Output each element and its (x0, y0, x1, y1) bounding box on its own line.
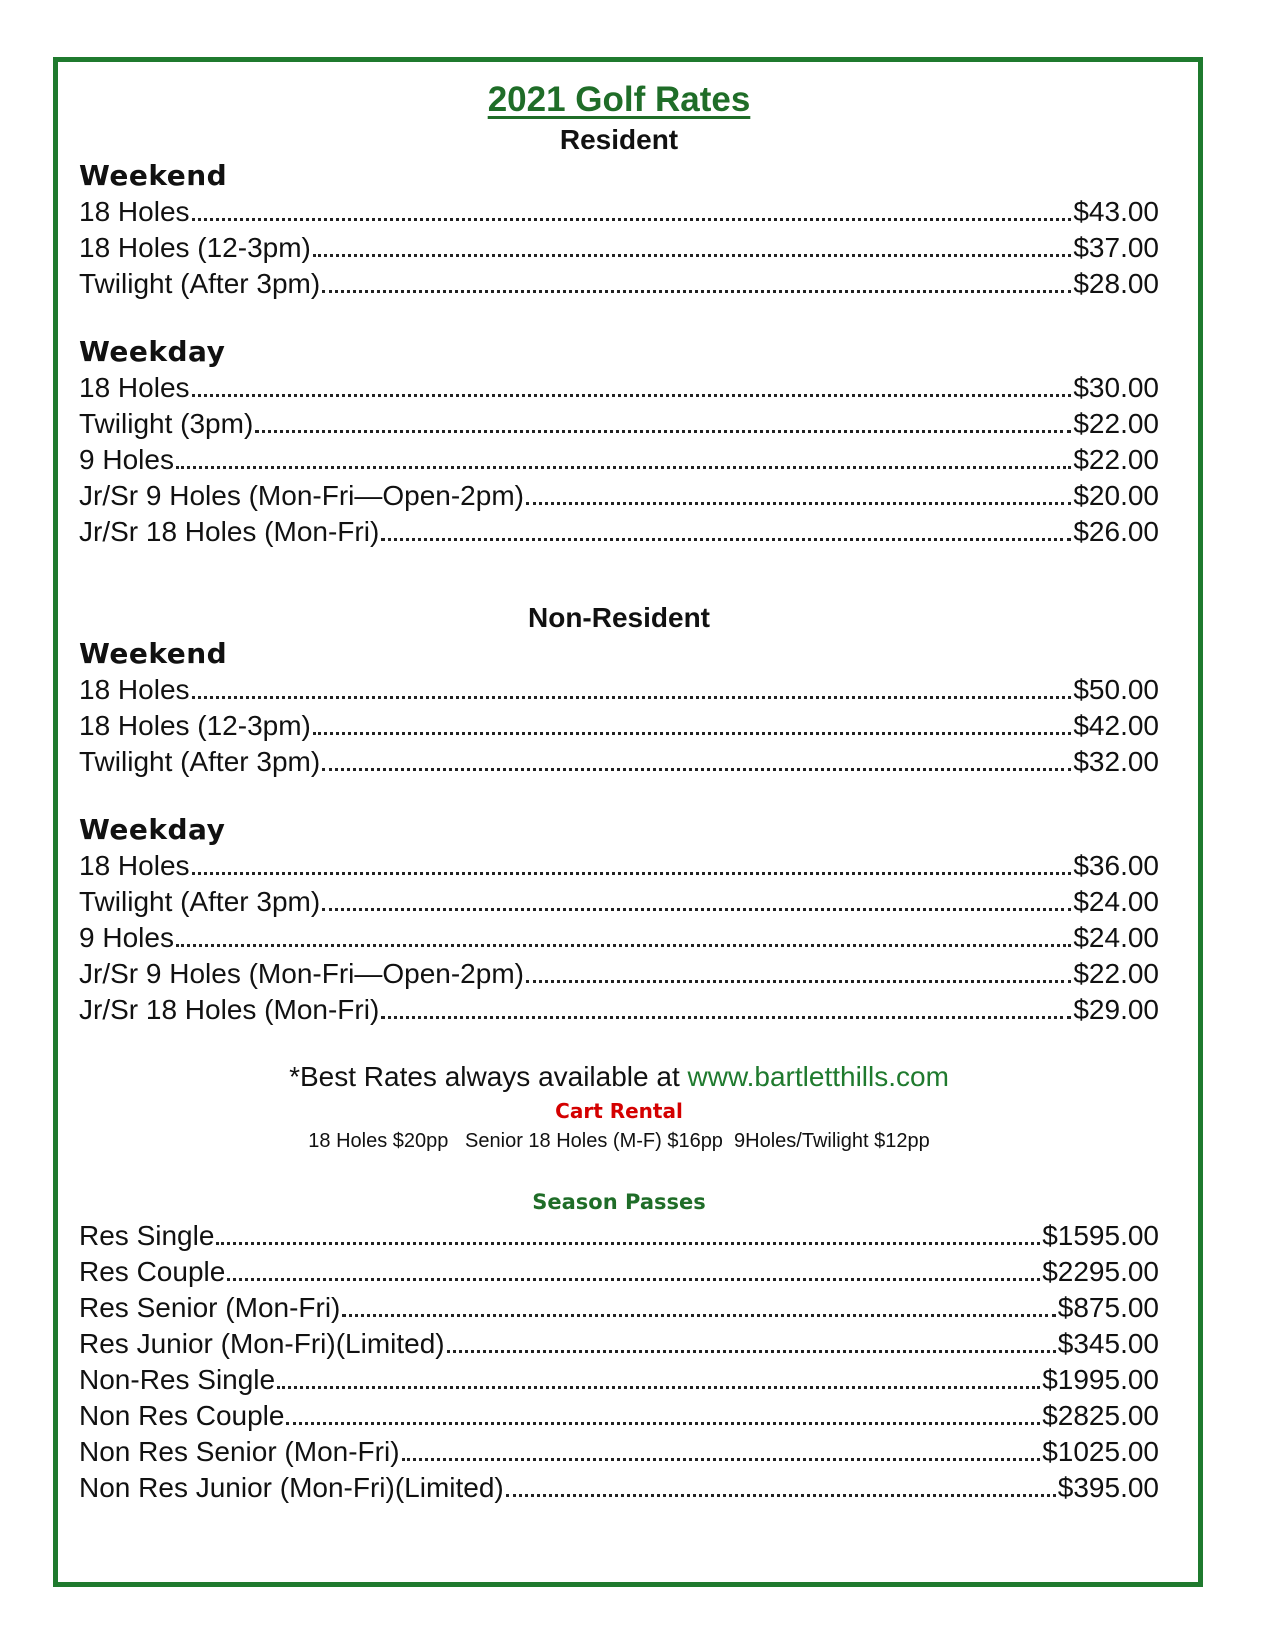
rate-price: $22.00 (1073, 408, 1159, 439)
rate-price: $22.00 (1073, 958, 1159, 989)
dot-leader (526, 501, 1071, 505)
cart-rental-title: Cart Rental (555, 1099, 683, 1123)
rate-row (79, 1254, 1159, 1290)
rate-price: $2825.00 (1042, 1400, 1159, 1431)
dot-leader (381, 537, 1071, 541)
resident-weekday-label: Weekday (79, 335, 226, 368)
rate-price: $395.00 (1057, 1472, 1159, 1503)
rate-label: 18 Holes (79, 674, 190, 705)
rate-row (79, 1218, 1159, 1254)
rate-row (79, 672, 1159, 708)
rate-label: 18 Holes (79, 196, 190, 227)
dot-leader (255, 429, 1071, 433)
rate-row (79, 1398, 1159, 1434)
dot-leader (322, 907, 1071, 911)
rate-row (79, 478, 1159, 514)
resident-weekday-list (79, 370, 1159, 550)
rate-row (79, 956, 1159, 992)
rate-label: Non Res Senior (Mon-Fri) (79, 1436, 400, 1467)
rates-document (79, 78, 1159, 1506)
dot-leader (216, 1241, 1040, 1245)
dot-leader (277, 1385, 1040, 1389)
rate-row (79, 514, 1159, 550)
non-resident-weekday-label: Weekday (79, 813, 226, 846)
dot-leader (447, 1349, 1056, 1353)
rate-price: $1995.00 (1042, 1364, 1159, 1395)
rate-row (79, 1470, 1159, 1506)
rate-row (79, 370, 1159, 406)
rate-label: 18 Holes (12-3pm) (79, 710, 311, 741)
season-passes-title: Season Passes (532, 1190, 706, 1214)
rate-price: $24.00 (1073, 922, 1159, 953)
rate-label: 9 Holes (79, 444, 174, 475)
rate-price: $32.00 (1073, 746, 1159, 777)
rate-label: 18 Holes (79, 372, 190, 403)
rate-price: $42.00 (1073, 710, 1159, 741)
rate-label: Twilight (3pm) (79, 408, 254, 439)
rate-row (79, 744, 1159, 780)
rate-price: $37.00 (1073, 232, 1159, 263)
rate-label: Res Single (79, 1220, 215, 1251)
rate-price: $345.00 (1057, 1328, 1159, 1359)
rate-row (79, 406, 1159, 442)
dot-leader (506, 1493, 1056, 1497)
rate-price: $875.00 (1057, 1292, 1159, 1323)
dot-leader (227, 1277, 1040, 1281)
rate-price: $1025.00 (1042, 1436, 1159, 1467)
resident-weekend-label: Weekend (79, 159, 228, 192)
resident-heading: Resident (559, 124, 679, 155)
rate-row (79, 442, 1159, 478)
rate-price: $24.00 (1073, 886, 1159, 917)
website-link[interactable]: www.bartletthills.com (687, 1061, 949, 1092)
rate-price: $43.00 (1073, 196, 1159, 227)
dot-leader (402, 1457, 1041, 1461)
rate-label: Res Junior (Mon-Fri)(Limited) (79, 1328, 445, 1359)
rate-price: $20.00 (1073, 480, 1159, 511)
rate-row (79, 1326, 1159, 1362)
rate-price: $26.00 (1073, 516, 1159, 547)
dot-leader (192, 217, 1072, 221)
dot-leader (381, 1015, 1071, 1019)
non-resident-weekday-list (79, 848, 1159, 1028)
rate-label: 18 Holes (79, 850, 190, 881)
rate-price: $22.00 (1073, 444, 1159, 475)
rate-row (79, 230, 1159, 266)
dot-leader (342, 1313, 1055, 1317)
rate-label: Twilight (After 3pm) (79, 886, 321, 917)
cart-rental-prices: 18 Holes $20pp Senior 18 Holes (M-F) $16pp 9Holes/Twilight $12pp (308, 1130, 930, 1152)
rate-label: Jr/Sr 18 Holes (Mon-Fri) (79, 516, 380, 547)
dot-leader (192, 695, 1072, 699)
rate-label: Jr/Sr 9 Holes (Mon-Fri—Open-2pm) (79, 958, 524, 989)
rate-label: Jr/Sr 9 Holes (Mon-Fri—Open-2pm) (79, 480, 524, 511)
dot-leader (192, 871, 1072, 875)
dot-leader (322, 767, 1071, 771)
rate-row (79, 1362, 1159, 1398)
rate-label: Non-Res Single (79, 1364, 276, 1395)
resident-weekend-list (79, 194, 1159, 302)
rate-label: 18 Holes (12-3pm) (79, 232, 311, 263)
dot-leader (526, 979, 1071, 983)
season-passes-list (79, 1218, 1159, 1506)
dot-leader (176, 943, 1071, 947)
rate-price: $50.00 (1073, 674, 1159, 705)
rate-price: $36.00 (1073, 850, 1159, 881)
rate-label: Jr/Sr 18 Holes (Mon-Fri) (79, 994, 380, 1025)
dot-leader (322, 289, 1071, 293)
rate-row (79, 708, 1159, 744)
rate-row (79, 848, 1159, 884)
rate-price: $1595.00 (1042, 1220, 1159, 1251)
rate-label: Non Res Junior (Mon-Fri)(Limited) (79, 1472, 504, 1503)
best-rates-note (79, 1058, 1159, 1096)
rate-row (79, 266, 1159, 302)
rate-row (79, 194, 1159, 230)
dot-leader (192, 393, 1072, 397)
rate-row (79, 1434, 1159, 1470)
rate-price: $29.00 (1073, 994, 1159, 1025)
rate-label: Twilight (After 3pm) (79, 746, 321, 777)
dot-leader (176, 465, 1071, 469)
rate-price: $30.00 (1073, 372, 1159, 403)
rate-label: Non Res Couple (79, 1400, 285, 1431)
rate-row (79, 1290, 1159, 1326)
dot-leader (313, 731, 1071, 735)
non-resident-weekend-list (79, 672, 1159, 780)
rate-row (79, 992, 1159, 1028)
rate-row (79, 884, 1159, 920)
rate-label: 9 Holes (79, 922, 174, 953)
dot-leader (286, 1421, 1040, 1425)
best-rates-text: *Best Rates always available at (289, 1061, 688, 1092)
rate-label: Res Senior (Mon-Fri) (79, 1292, 341, 1323)
rate-label: Res Couple (79, 1256, 226, 1287)
rate-row (79, 920, 1159, 956)
dot-leader (313, 253, 1071, 257)
non-resident-weekend-label: Weekend (79, 637, 228, 670)
non-resident-heading: Non-Resident (528, 602, 710, 633)
rate-label: Twilight (After 3pm) (79, 268, 321, 299)
page-title: 2021 Golf Rates (487, 80, 751, 119)
rate-price: $28.00 (1073, 268, 1159, 299)
rate-price: $2295.00 (1042, 1256, 1159, 1287)
